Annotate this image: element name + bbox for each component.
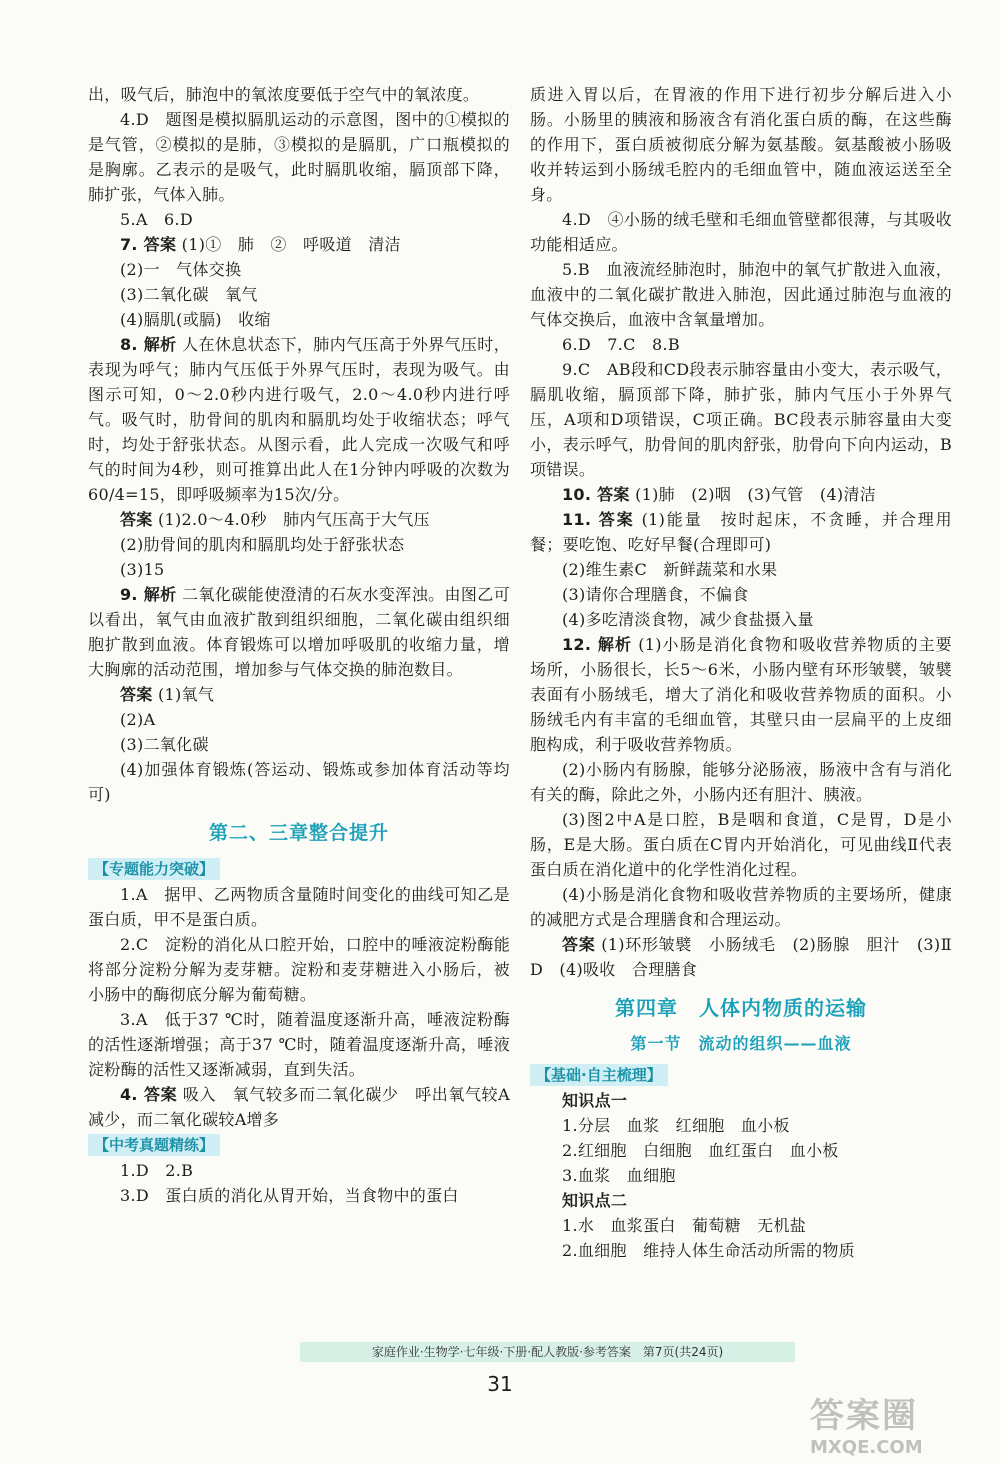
section-tag: 【基础·自主梳理】 [530, 1064, 668, 1086]
paragraph: 3.D 蛋白质的消化从胃开始，当食物中的蛋白 [120, 1186, 459, 1205]
paragraph: 2.血细胞 维持人体生命活动所需的物质 [562, 1241, 855, 1260]
analysis-text: (1)小肠是消化食物和吸收营养物质的主要场所，小肠很长，长5～6米，小肠内壁有环形皱襞，皱襞表面有小肠绒毛，增大了消化和吸收营养物质的面积。小肠绒毛内有丰富的毛细血管，其壁只由一层扁平的上皮细胞构成，利于吸收营养物质。 [530, 635, 952, 754]
paragraph: (2)肋骨间的肌肉和膈肌均处于舒张状态 [120, 535, 405, 554]
section-tag: 【中考真题精练】 [88, 1134, 220, 1156]
right-column [530, 82, 969, 1263]
answer-text: (1)2.0～4.0秒 肺内气压高于大气压 [152, 510, 430, 529]
paragraph: 质进入胃以后，在胃液的作用下进行初步分解后进入小肠。小肠里的胰液和肠液含有消化蛋白质的酶，在这些酶的作用下，蛋白质被彻底分解为氨基酸。氨基酸被小肠吸收并转运到小肠绒毛腔内的毛细血管中，随血液运送至全身。 [530, 85, 952, 204]
analysis-text: 人在休息状态下，肺内气压高于外界气压时，表现为呼气；肺内气压低于外界气压时，表现为吸气。由图示可知，0～2.0秒内进行吸气，2.0～4.0秒内进行呼气。吸气时，肋骨间的肌肉和膈肌均处于收缩状态；呼气时，均处于舒张状态。从图示看，此人完成一次吸气和呼气的时间为4秒，则可推算出此人在1分钟内呼吸的次数为60/4=15，即呼吸频率为15次/分。 [88, 335, 511, 504]
knowledge-point-label: 知识点一 [562, 1091, 628, 1110]
paragraph [530, 932, 969, 982]
paragraph: 4.D ④小肠的绒毛壁和毛细血管壁都很薄，与其吸收功能相适应。 [530, 210, 952, 254]
answer-label: 11. 答案 [562, 510, 635, 529]
paragraph [88, 507, 510, 532]
paragraph: (3)二氧化碳 氧气 [120, 285, 258, 304]
paragraph: (3)二氧化碳 [120, 735, 209, 754]
watermark-text: 答案圈 [810, 1396, 918, 1436]
paragraph [530, 1188, 952, 1213]
page-number: 31 [487, 1372, 513, 1396]
paragraph [88, 682, 510, 707]
answer-label: 答案 [120, 685, 153, 704]
left-column [88, 82, 510, 1208]
paragraph [530, 507, 952, 557]
paragraph: 4.D 题图是模拟膈肌运动的示意图，图中的①模拟的是气管，②模拟的是肺，③模拟的是膈肌，广口瓶模拟的是胸廓。乙表示的是吸气，此时膈肌收缩，膈顶部下降，肺扩张，气体入肺。 [88, 110, 510, 204]
paragraph: (4)小肠是消化食物和吸收营养物质的主要场所，健康的减肥方式是合理膳食和合理运动。 [530, 885, 952, 929]
knowledge-point-label: 知识点二 [562, 1191, 628, 1210]
paragraph: (3)15 [120, 560, 165, 579]
paragraph [530, 482, 952, 507]
paragraph: (2)维生素C 新鲜蔬菜和水果 [562, 560, 778, 579]
analysis-label: 8. 解析 [120, 335, 177, 354]
answer-text: (1)环形皱襞 小肠绒毛 (2)肠腺 胆汁 (3)Ⅱ D (4)吸收 合理膳食 [530, 935, 969, 979]
paragraph: (2)一 气体交换 [120, 260, 242, 279]
answer-text: (1)能量 按时起床，不贪睡，并合理用餐；要吃饱、吃好早餐(合理即可) [530, 510, 952, 554]
chapter-title: 第二、三章整合提升 [208, 822, 389, 844]
paragraph: 5.B 血液流经肺泡时，肺泡中的氧气扩散进入血液，血液中的二氧化碳扩散进入肺泡，因此通过肺泡与血液的气体交换后，血液中含氧量增加。 [530, 260, 952, 329]
answer-text: (1)氧气 [152, 685, 215, 704]
paragraph: 1.D 2.B [120, 1161, 194, 1180]
analysis-text: 二氧化碳能使澄清的石灰水变浑浊。由图乙可以看出，氧气由血液扩散到组织细胞，二氧化碳由组织细胞扩散到血液。体育锻炼可以增加呼吸肌的收缩力量，增大胸廓的活动范围，增加参与气体交换的肺泡数目。 [88, 585, 511, 679]
paragraph: 6.D 7.C 8.B [562, 335, 680, 354]
answer-text: (1)肺 (2)咽 (3)气管 (4)清洁 [629, 485, 877, 504]
watermark-url: MXQE.COM [810, 1437, 923, 1458]
paragraph: (4)膈肌(或膈) 收缩 [120, 310, 271, 329]
paragraph [530, 632, 952, 757]
paragraph [88, 232, 510, 257]
paragraph: 9.C AB段和CD段表示肺容量由小变大，表示吸气，膈肌收缩，膈顶部下降，肺扩张，肺内气压小于外界气压，A项和D项错误，C项正确。BC段表示肺容量由大变小，表示呼气，肋骨间的肌肉舒张，肋骨向下向内运动，B项错误。 [530, 360, 952, 479]
answer-label: 答案 [120, 510, 153, 529]
paragraph [88, 582, 510, 682]
analysis-label: 9. 解析 [120, 585, 177, 604]
paragraph: 2.红细胞 白细胞 血红蛋白 血小板 [562, 1141, 839, 1160]
answer-label: 答案 [562, 935, 596, 954]
paragraph: 2.C 淀粉的消化从口腔开始，口腔中的唾液淀粉酶能将部分淀粉分解为麦芽糖。淀粉和麦芽糖进入小肠后，被小肠中的酶彻底分解为葡萄糖。 [88, 935, 510, 1004]
section-title: 第一节 流动的组织——血液 [630, 1034, 852, 1053]
section-tag: 【专题能力突破】 [88, 858, 220, 880]
answer-label: 10. 答案 [562, 485, 630, 504]
answer-label: 7. 答案 [120, 235, 177, 254]
paragraph [88, 1082, 510, 1132]
chapter-title: 第四章 人体内物质的运输 [615, 996, 867, 1020]
paragraph: 5.A 6.D [120, 210, 194, 229]
paragraph: (4)加强体育锻炼(答运动、锻炼或参加体育活动等均可) [88, 760, 510, 804]
answer-text: (1)① 肺 ② 呼吸道 清洁 [176, 235, 401, 254]
paragraph: 3.血浆 血细胞 [562, 1166, 676, 1185]
paragraph: (2)A [120, 710, 156, 729]
paragraph: (3)请你合理膳食，不偏食 [562, 585, 749, 604]
paragraph: 3.A 低于37 ℃时，随着温度逐渐升高，唾液淀粉酶的活性逐渐增强；高于37 ℃时，随着温度逐渐升高，唾液淀粉酶的活性又逐渐减弱，直到失活。 [88, 1010, 510, 1079]
answer-label: 4. 答案 [120, 1085, 178, 1104]
paragraph: 1.水 血浆蛋白 葡萄糖 无机盐 [562, 1216, 807, 1235]
paragraph: (2)小肠内有肠腺，能够分泌肠液，肠液中含有与消化有关的酶，除此之外，小肠内还有胆汁、胰液。 [530, 760, 952, 804]
watermark-logo [810, 1388, 990, 1458]
paragraph [530, 1088, 952, 1113]
analysis-label: 12. 解析 [562, 635, 633, 654]
paragraph: (3)图2中A是口腔，B是咽和食道，C是胃，D是小肠，E是大肠。蛋白质在C胃内开始消化，可见曲线Ⅱ代表蛋白质在消化道中的化学性消化过程。 [530, 810, 952, 879]
paragraph: 1.分层 血浆 红细胞 血小板 [562, 1116, 790, 1135]
footer-info-bar: 家庭作业·生物学·七年级·下册·配人教版·参考答案 第7页(共24页) [300, 1342, 795, 1362]
paragraph [88, 332, 510, 507]
paragraph: (4)多吃清淡食物，减少食盐摄入量 [562, 610, 814, 629]
paragraph: 1.A 据甲、乙两物质含量随时间变化的曲线可知乙是蛋白质，甲不是蛋白质。 [88, 885, 510, 929]
paragraph: 出，吸气后，肺泡中的氧浓度要低于空气中的氧浓度。 [88, 85, 480, 104]
answer-text: 吸入 氧气较多而二氧化碳少 呼出氧气较A减少，而二氧化碳较A增多 [88, 1085, 510, 1129]
